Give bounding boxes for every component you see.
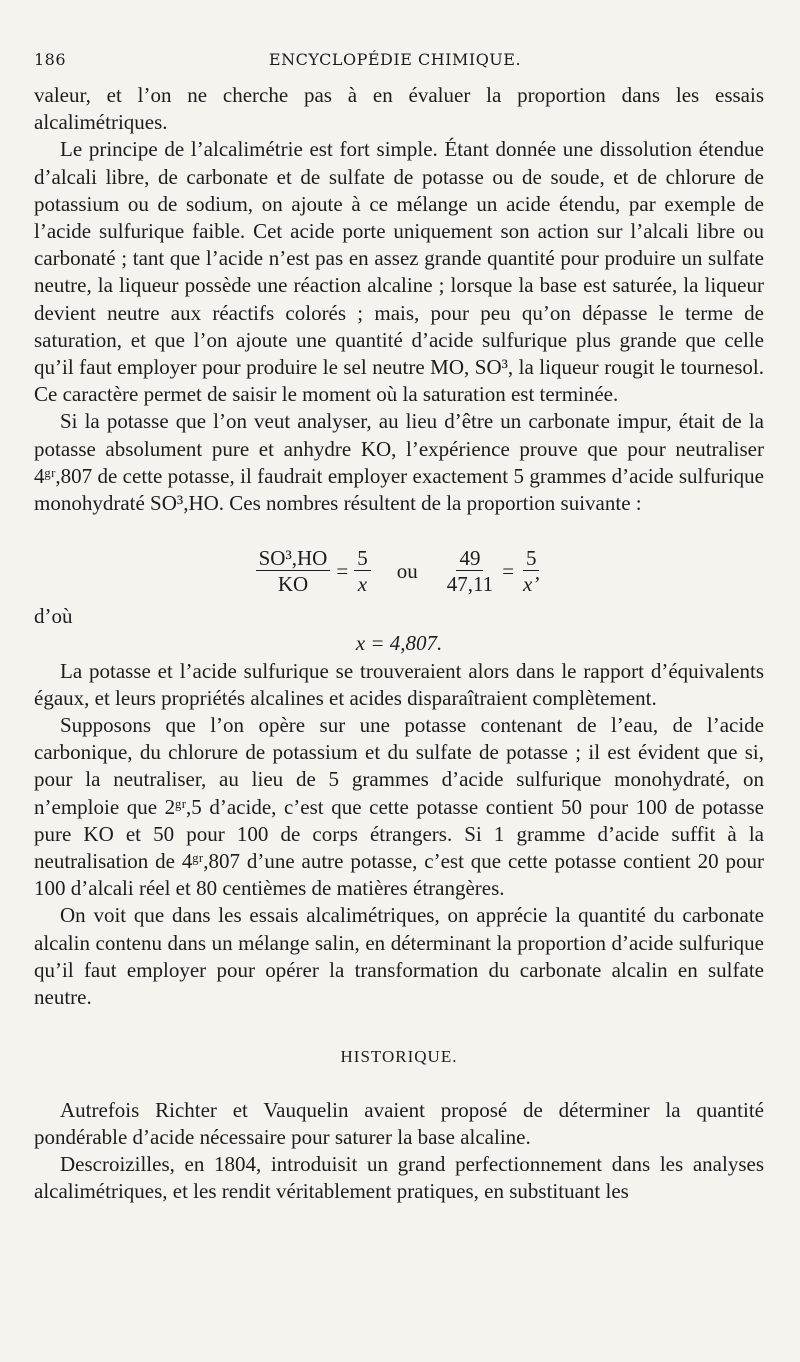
fraction-numerator: 49	[456, 546, 483, 571]
paragraph-equivalents: La potasse et l’acide sulfurique se trouveraient alors dans le rapport d’équivalents égaux, et leurs propriétés alcalines et acides disparaîtraient complètement.	[34, 658, 764, 710]
fraction-5-x	[354, 546, 371, 597]
paragraph-principle: Le principe de l’alcalimétrie est fort simple. Étant donnée une dissolution étendue d’alcali libre, de carbonate et de sulfate de potasse ou de soude, et de chlorure de potassium ou de sodium, on ajoute à ce mélange un acide étendu, par exemple de l’acide sulfurique faible. Cet acide porte uniquement son action sur l’alcali libre ou carbonaté ; tant que l’acide n’est pas en assez grande quantité pour produire un sulfate neutre, la liqueur possède une réaction alcaline ; lorsque la base est saturée, la liqueur devient neutre aux réactifs colorés ; mais, pour peu qu’on dépasse le terme de saturation, et que l’on ajoute une quantité d’acide sulfurique plus grande que celle qu’il faut employer pour produire le sel neutre MO, SO³, la liqueur rougit le tournesol. Ce caractère permet de saisir le moment où la saturation est terminée.	[34, 137, 764, 407]
fraction-49-4711	[444, 546, 496, 597]
equals-sign: =	[336, 558, 349, 583]
paragraph-pure-potash: Si la potasse que l’on veut analyser, au lieu d’être un carbonate impur, était de la potasse absolument pure et anhydre KO, l’expérience prouve que pour neutraliser 4ᵍʳ,807 de cette potasse, il faudrait employer exactement 5 grammes d’acide sulfurique monohydraté SO³,HO. Ces nombres résultent de la proportion suivante :	[34, 409, 764, 516]
page-body	[34, 82, 764, 1205]
page-number: 186	[34, 50, 67, 69]
page-header	[30, 50, 760, 74]
running-title: ENCYCLOPÉDIE CHIMIQUE.	[268, 50, 522, 69]
proportion-formula	[34, 539, 764, 603]
paragraph-conclusion: On voit que dans les essais alcalimétriques, on apprécie la quantité du carbonate alcalin contenu dans un mélange salin, en déterminant la proportion d’acide sulfurique qu’il faut employer pour opérer la transformation du carbonate alcalin en sulfate neutre.	[34, 903, 764, 1010]
fraction-denominator: 47,11	[446, 571, 494, 596]
paragraph-richter: Autrefois Richter et Vauquelin avaient proposé de déterminer la quantité pondérable d’acide nécessaire pour saturer la base alcaline.	[34, 1097, 764, 1149]
fraction-5-xprime	[520, 546, 542, 597]
formula-ou: ou	[396, 558, 418, 583]
fraction-numerator: 5	[523, 546, 540, 571]
fraction-denominator: x’	[523, 571, 540, 596]
fraction-denominator: KO	[277, 571, 309, 596]
fraction-numerator: 5	[354, 546, 371, 571]
text-dou: d’où	[34, 604, 73, 629]
formula-left	[256, 546, 371, 597]
fraction-numerator: SO³,HO	[256, 546, 331, 571]
formula-right	[444, 546, 543, 597]
section-title-historique: HISTORIQUE.	[340, 1047, 458, 1067]
equals-sign: =	[502, 558, 515, 583]
fraction-denominator: x	[357, 571, 368, 596]
result-equation: x = 4,807.	[355, 631, 443, 656]
paragraph-continuation: valeur, et l’on ne cherche pas à en évaluer la proportion dans les essais alcalimétriques.	[34, 83, 764, 135]
fraction-so3ho-ko	[256, 546, 331, 597]
paragraph-impure-potash: Supposons que l’on opère sur une potasse contenant de l’eau, de l’acide carbonique, du chlorure de potassium et du sulfate de potasse ; il est évident que si, pour la neutraliser, au lieu de 5 grammes d’acide sulfurique monohydraté, on n’emploie que 2ᵍʳ,5 d’acide, c’est que cette potasse contient 50 pour 100 de potasse pure KO et 50 pour 100 de corps étrangers. Si 1 gramme d’acide suffit à la neutralisation de 4ᵍʳ,807 d’une autre potasse, c’est que cette potasse contient 20 pour 100 d’alcali réel et 80 centièmes de matières étrangères.	[34, 713, 764, 901]
paragraph-descroizilles: Descroizilles, en 1804, introduisit un grand perfectionnement dans les analyses alcalimétriques, et les rendit véritablement pratiques, en substituant les	[34, 1151, 764, 1204]
